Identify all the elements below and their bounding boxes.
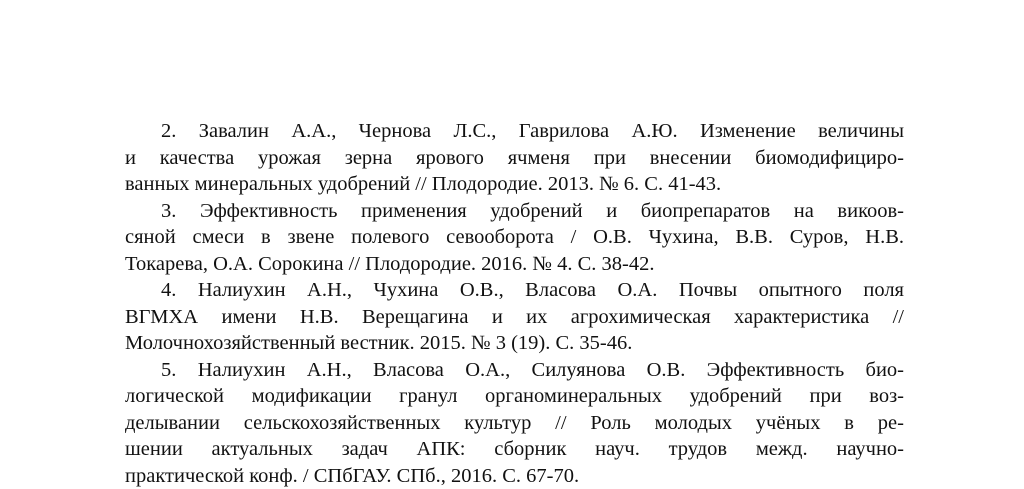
reference-entry-4 <box>125 277 904 357</box>
reference-line: шении актуальных задач АПК: сборник науч. трудов межд. научно- <box>125 438 904 460</box>
reference-list <box>125 118 904 489</box>
reference-line: Токарева, О.А. Сорокина // Плодородие. 2016. № 4. С. 38-42. <box>125 252 655 275</box>
reference-entry-2 <box>125 118 904 198</box>
reference-entry-3 <box>125 198 904 278</box>
reference-line: и качества урожая зерна ярового ячменя при внесении биомодифициро- <box>125 146 904 169</box>
reference-line: ВГМХА имени Н.В. Верещагина и их агрохимическая характеристика // <box>125 305 904 328</box>
reference-entry-5 <box>125 357 904 489</box>
reference-line: ванных минеральных удобрений // Плодородие. 2013. № 6. С. 41-43. <box>125 173 722 195</box>
reference-line: логической модификации гранул органоминеральных удобрений при воз- <box>125 385 904 407</box>
reference-line: сяной смеси в звене полевого севооборота / О.В. Чухина, В.В. Суров, Н.В. <box>125 226 904 248</box>
reference-line: 2. Завалин А.А., Чернова Л.С., Гаврилова А.Ю. Изменение величины <box>161 120 904 142</box>
reference-line: 3. Эффективность применения удобрений и биопрепаратов на викоов- <box>161 199 904 222</box>
reference-line: 5. Налиухин А.Н., Власова О.А., Силуянова О.В. Эффективность био- <box>161 358 904 381</box>
reference-line: практической конф. / СПбГАУ. СПб., 2016. С. 67-70. <box>125 464 580 487</box>
reference-line: делывании сельскохозяйственных культур // Роль молодых учёных в ре- <box>125 411 904 434</box>
reference-line: Молочнохозяйственный вестник. 2015. № 3 (19). С. 35-46. <box>125 332 633 354</box>
reference-line: 4. Налиухин А.Н., Чухина О.В., Власова О.А. Почвы опытного поля <box>161 279 904 301</box>
